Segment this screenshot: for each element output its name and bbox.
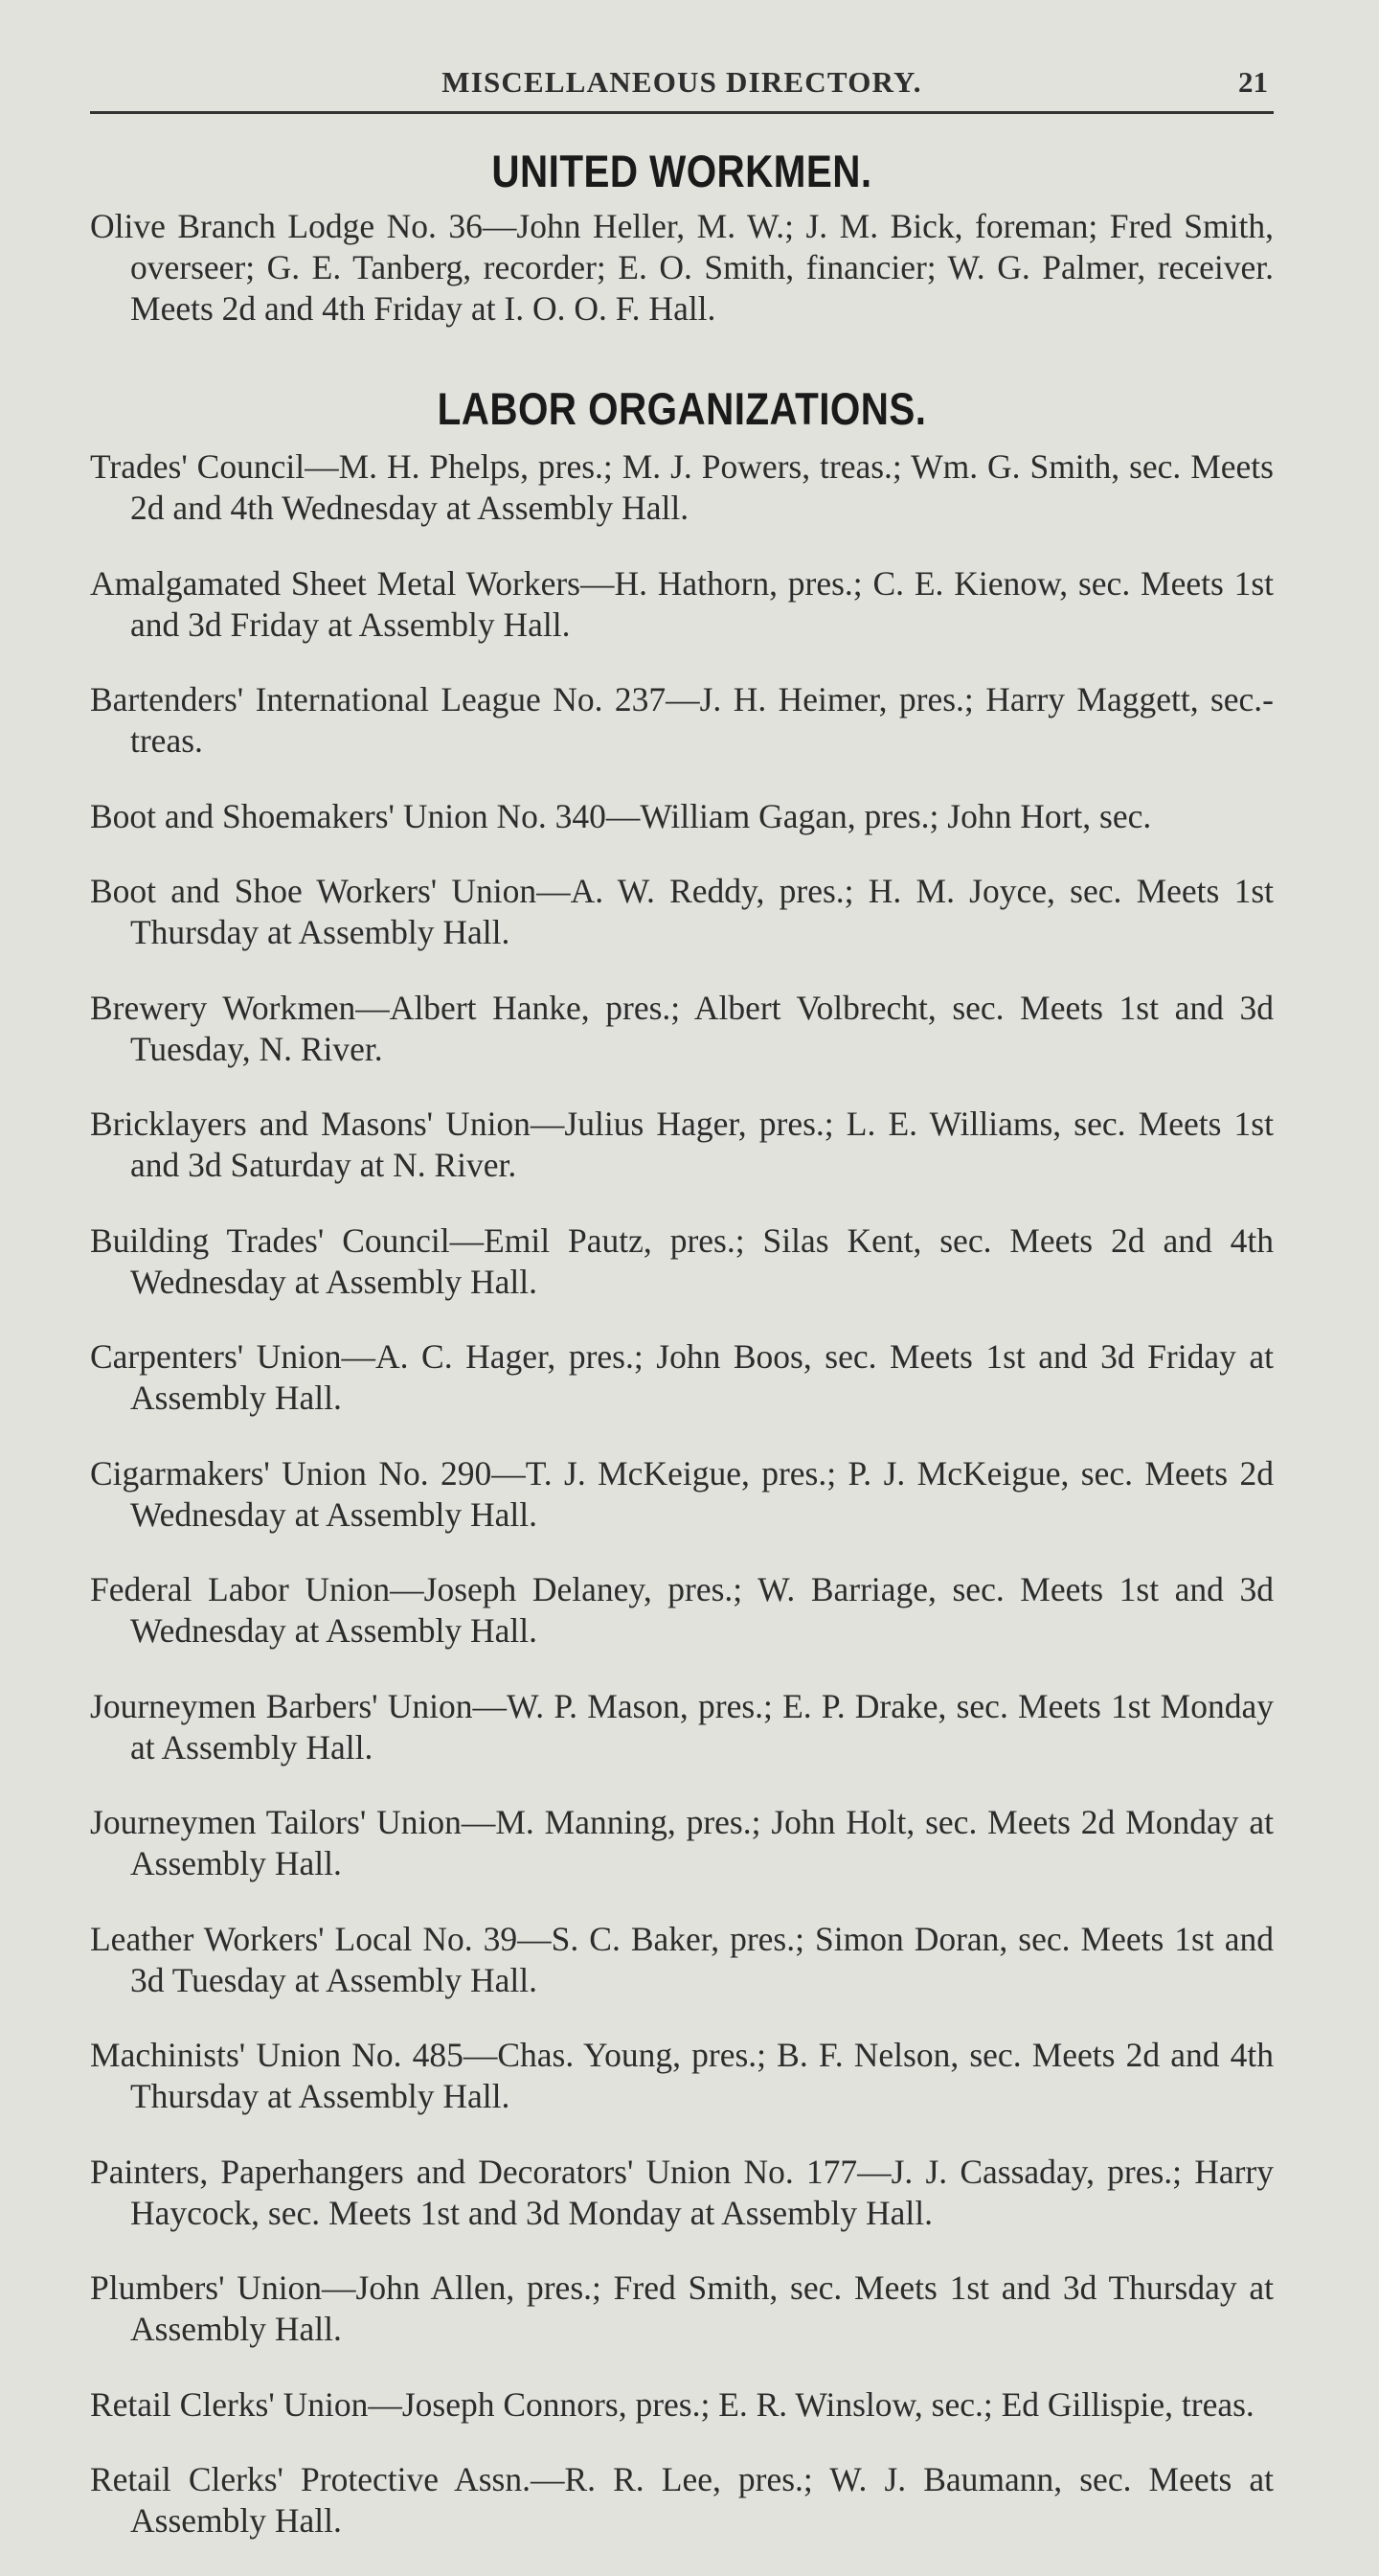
directory-entry: Federal Labor Union—Joseph Delaney, pres.; W. Barriage, sec. Meets 1st and 3d Wednesday at Assembly Hall.	[90, 1570, 1274, 1650]
directory-entry: Boot and Shoemakers' Union No. 340—William Gagan, pres.; John Hort, sec.	[90, 796, 1152, 835]
directory-entry: Carpenters' Union—A. C. Hager, pres.; John Boos, sec. Meets 1st and 3d Friday at Assembly Hall.	[90, 1337, 1274, 1417]
directory-entry: Retail Clerks' Union—Joseph Connors, pres.; E. R. Winslow, sec.; Ed Gillispie, treas.	[90, 2384, 1255, 2424]
directory-entry: Machinists' Union No. 485—Chas. Young, pres.; B. F. Nelson, sec. Meets 2d and 4th Thursday at Assembly Hall.	[90, 2036, 1274, 2115]
directory-entry: Painters, Paperhangers and Decorators' Union No. 177—J. J. Cassaday, pres.; Harry Haycock, sec. Meets 1st and 3d Monday at Assembly Hall.	[90, 2152, 1274, 2232]
directory-entry: Brewery Workmen—Albert Hanke, pres.; Albert Volbrecht, sec. Meets 1st and 3d Tuesday, N. River.	[90, 988, 1274, 1068]
directory-entry: Retail Clerks' Protective Assn.—R. R. Lee, pres.; W. J. Baumann, sec. Meets at Assembly Hall.	[90, 2460, 1274, 2540]
running-title: MISCELLANEOUS DIRECTORY.	[441, 65, 922, 99]
directory-entry: Journeymen Tailors' Union—M. Manning, pres.; John Holt, sec. Meets 2d Monday at Assembly Hall.	[90, 1803, 1274, 1882]
section-heading: UNITED WORKMEN.	[491, 146, 872, 196]
running-header	[90, 57, 1274, 114]
directory-entry: Cigarmakers' Union No. 290—T. J. McKeigue, pres.; P. J. McKeigue, sec. Meets 2d Wednesday at Assembly Hall.	[90, 1453, 1274, 1534]
section-labor-organizations	[90, 377, 1274, 2542]
directory-entry: Boot and Shoe Workers' Union—A. W. Reddy, pres.; H. M. Joyce, sec. Meets 1st Thursday at Assembly Hall.	[90, 872, 1274, 951]
page-number: 21	[1238, 65, 1268, 99]
directory-entry: Amalgamated Sheet Metal Workers—H. Hathorn, pres.; C. E. Kienow, sec. Meets 1st and 3d Friday at Assembly Hall.	[90, 563, 1274, 644]
directory-entry: Trades' Council—M. H. Phelps, pres.; M. J. Powers, treas.; Wm. G. Smith, sec. Meets 2d and 4th Wednesday at Assembly Hall.	[90, 447, 1274, 527]
directory-entry: Plumbers' Union—John Allen, pres.; Fred Smith, sec. Meets 1st and 3d Thursday at Assembly Hall.	[90, 2268, 1274, 2348]
directory-entry: Bartenders' International League No. 237—J. H. Heimer, pres.; Harry Maggett, sec.-treas.	[90, 680, 1274, 760]
directory-entry: Building Trades' Council—Emil Pautz, pres.; Silas Kent, sec. Meets 2d and 4th Wednesday at Assembly Hall.	[90, 1220, 1274, 1301]
section-united-workmen	[90, 141, 1274, 330]
directory-entry: Leather Workers' Local No. 39—S. C. Baker, pres.; Simon Doran, sec. Meets 1st and 3d Tuesday at Assembly Hall.	[90, 1919, 1274, 1999]
section-heading: LABOR ORGANIZATIONS.	[437, 383, 927, 434]
directory-entry: Olive Branch Lodge No. 36—John Heller, M. W.; J. M. Bick, foreman; Fred Smith, overseer; G. E. Tanberg, recorder; E. O. Smith, financier; W. G. Palmer, receiver. Meets 2d and 4th Friday at I. O. O. F. Hall.	[90, 207, 1274, 328]
directory-entry: Journeymen Barbers' Union—W. P. Mason, pres.; E. P. Drake, sec. Meets 1st Monday at Assembly Hall.	[90, 1686, 1274, 1767]
directory-entry: Bricklayers and Masons' Union—Julius Hager, pres.; L. E. Williams, sec. Meets 1st and 3d Saturday at N. River.	[90, 1105, 1274, 1184]
directory-page	[90, 57, 1274, 2576]
